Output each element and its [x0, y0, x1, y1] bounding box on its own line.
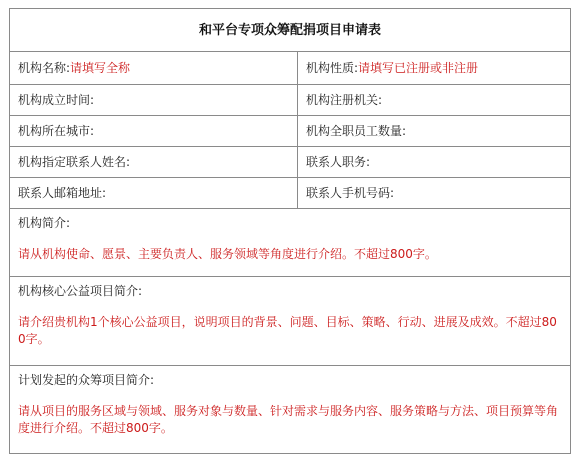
contact-title-label: 联系人职务: [306, 154, 371, 169]
city-label: 机构所在城市: [18, 123, 95, 138]
org-name-hint: 请填写全称 [70, 60, 131, 75]
org-intro-label: 机构简介: [18, 216, 71, 230]
org-type-hint: 请填写已注册或非注册 [358, 60, 479, 75]
org-name-field[interactable] [10, 52, 298, 85]
contact-email-label: 联系人邮箱地址: [18, 185, 107, 200]
form-title: 和平台专项众筹配捐项目申请表 [10, 9, 571, 52]
org-intro-field[interactable] [10, 209, 571, 277]
contact-name-field[interactable] [10, 147, 298, 178]
crowdfunding-project-label: 计划发起的众筹项目简介: [18, 373, 155, 387]
org-type-field[interactable] [298, 52, 571, 85]
registration-authority-label: 机构注册机关: [306, 92, 383, 107]
city-field[interactable] [10, 116, 298, 147]
core-project-field[interactable] [10, 277, 571, 366]
org-intro-hint: 请从机构使命、愿景、主要负责人、服务领域等角度进行介绍。不超过800字。 [18, 247, 437, 261]
contact-email-field[interactable] [10, 178, 298, 209]
registration-authority-field[interactable] [298, 85, 571, 116]
org-name-label: 机构名称: [18, 60, 71, 75]
core-project-label: 机构核心公益项目简介: [18, 284, 143, 298]
contact-name-label: 机构指定联系人姓名: [18, 154, 131, 169]
org-type-label: 机构性质: [306, 60, 359, 75]
founding-date-field[interactable] [10, 85, 298, 116]
contact-title-field[interactable] [298, 147, 571, 178]
staff-count-field[interactable] [298, 116, 571, 147]
founding-date-label: 机构成立时间: [18, 92, 95, 107]
crowdfunding-project-field[interactable] [10, 366, 571, 454]
contact-phone-field[interactable] [298, 178, 571, 209]
application-form-table [9, 8, 571, 454]
core-project-hint: 请介绍贵机构1个核心公益项目，说明项目的背景、问题、目标、策略、行动、进展及成效。不超过800字。 [18, 315, 557, 346]
contact-phone-label: 联系人手机号码: [306, 185, 395, 200]
crowdfunding-project-hint: 请从项目的服务区域与领域、服务对象与数量、针对需求与服务内容、服务策略与方法、项目预算等角度进行介绍。不超过800字。 [18, 404, 559, 435]
staff-count-label: 机构全职员工数量: [306, 123, 407, 138]
